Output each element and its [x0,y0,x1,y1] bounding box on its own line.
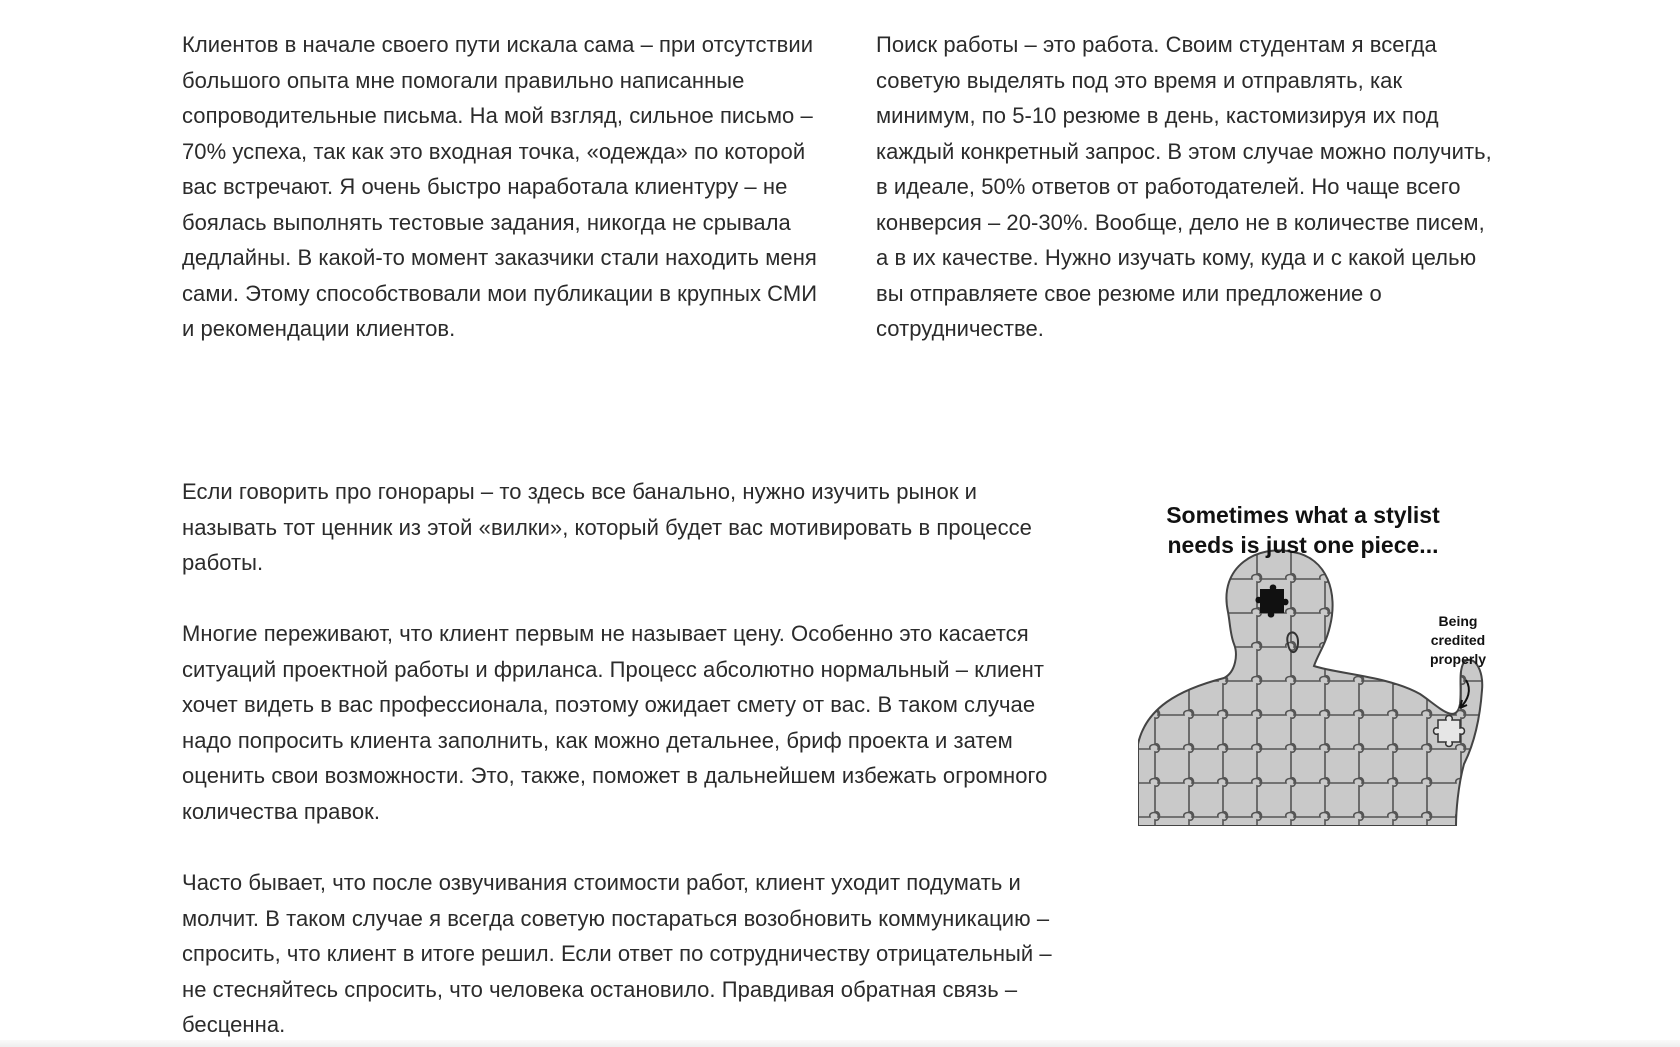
meme-caption-line: Sometimes what a stylist [1166,502,1440,528]
paragraph-job-search: Поиск работы – это работа. Своим студентам я всегда советую выделять под это время и отправлять, как минимум, по 5-10 резюме в день, кастомизируя их под каждый конкретный запрос. В этом случае можно получить, в идеале, 50% ответов от работодателей. Но чаще всего конверсия – 20-30%. Вообще, дело не в количестве писем, а в их качестве. Нужно изучать кому, куда и с какой целью вы отправляете свое резюме или предложение о сотрудничестве. [876,32,1492,341]
puzzle-meme-image [1138,494,1533,826]
paragraph-pricing: Многие переживают, что клиент первым не называет цену. Особенно это касается ситуаций проектной работы и фриланса. Процесс абсолютно нормальный – клиент хочет видеть в вас профессионала, поэтому ожидает смету от вас. В таком случае надо попросить клиента заполнить, как можно детальнее, бриф проекта и затем оценить свои возможности. Это, также, поможет в дальнейшем избежать огромного количества правок. [182,621,1048,824]
paragraph-clients: Клиентов в начале своего пути искала сама – при отсутствии большого опыта мне помогали правильно написанные сопроводительные письма. На мой взгляд, сильное письмо – 70% успеха, так как это входная точка, «одежда» по которой вас встречают. Я очень быстро наработала клиентуру – не боялась выполнять тестовые задания, никогда не срывала дедлайны. В какой-то момент заказчики стали находить меня сами. Этому способствовали мои публикации в крупных СМИ и рекомендации клиентов. [182,32,818,341]
bottom-edge [0,1040,1680,1047]
meme-note-line: Being [1438,613,1478,629]
meme-note-line: credited [1430,632,1486,648]
paragraph-client-silence: Часто бывает, что после озвучивания стоимости работ, клиент уходит подумать и молчит. В таком случае я всегда советую постараться возобновить коммуникацию – спросить, что клиент в итоге решил. Если ответ по сотрудничеству отрицательный – не стесняйтесь спросить, что человека остановило. Правдивая обратная связь – бесценна. [182,870,1052,1037]
paragraph-fees: Если говорить про гонорары – то здесь все банально, нужно изучить рынок и называть тот ценник из этой «вилки», который будет вас мотивировать в процессе работы. [182,479,1032,575]
meme-caption [1138,500,1468,560]
meme-caption-line: needs is just one piece... [1167,532,1439,558]
meme-note-line: properly [1429,651,1486,667]
meme-side-note [1410,612,1506,669]
